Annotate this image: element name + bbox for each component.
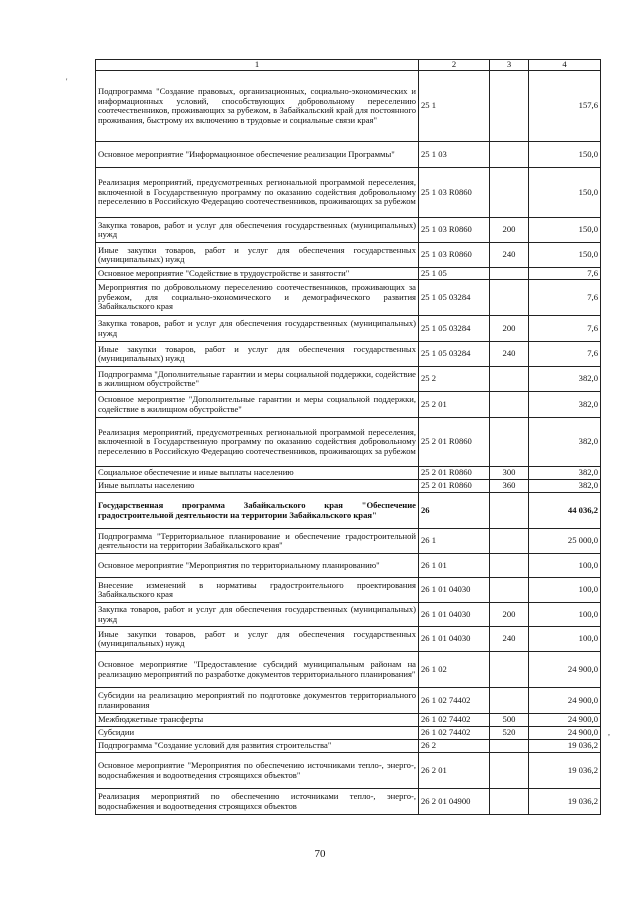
row-name-cell: Субсидии на реализацию мероприятий по подготовке документов территориального планирования	[96, 687, 419, 713]
row-name-cell: Реализация мероприятий по обеспечению источниками тепло-, энерго-, водоснабжения и водоотведения строящихся объектов	[96, 788, 419, 814]
column-header: 1	[96, 60, 419, 71]
row-amount-cell: 100,0	[529, 602, 601, 626]
row-amount-cell: 7,6	[529, 267, 601, 279]
row-code-cell: 25 1 05 03284	[419, 279, 490, 315]
row-type-cell	[490, 141, 529, 167]
table-row	[96, 167, 601, 217]
table-row	[96, 752, 601, 788]
row-type-cell	[490, 577, 529, 602]
row-amount-cell: 24 900,0	[529, 687, 601, 713]
row-code-cell: 25 2	[419, 366, 490, 391]
row-amount-cell: 19 036,2	[529, 739, 601, 752]
row-code-cell: 26 1 02 74402	[419, 713, 490, 726]
row-type-cell	[490, 528, 529, 553]
row-code-cell: 26 1	[419, 528, 490, 553]
row-type-cell: 500	[490, 713, 529, 726]
row-code-cell: 26 1 01 04030	[419, 577, 490, 602]
row-name-cell: Основное мероприятие "Предоставление субсидий муниципальным районам на реализацию мероприятий по разработке документов территориального планирования"	[96, 651, 419, 687]
row-type-cell	[490, 70, 529, 141]
row-code-cell: 25 1	[419, 70, 490, 141]
table-row	[96, 651, 601, 687]
table-row	[96, 739, 601, 752]
row-amount-cell: 100,0	[529, 626, 601, 651]
table-row	[96, 492, 601, 528]
row-name-cell: Подпрограмма "Дополнительные гарантии и меры социальной поддержки, содействие в жилищном обустройстве"	[96, 366, 419, 391]
row-amount-cell: 382,0	[529, 391, 601, 417]
row-code-cell: 25 2 01 R0860	[419, 417, 490, 466]
row-type-cell	[490, 417, 529, 466]
row-name-cell: Иные закупки товаров, работ и услуг для обеспечения государственных (муниципальных) нужд	[96, 242, 419, 267]
row-type-cell	[490, 739, 529, 752]
row-type-cell	[490, 366, 529, 391]
table-row	[96, 466, 601, 479]
row-code-cell: 26 2 01	[419, 752, 490, 788]
table-row	[96, 267, 601, 279]
row-code-cell: 25 2 01 R0860	[419, 466, 490, 479]
row-type-cell	[490, 788, 529, 814]
row-amount-cell: 382,0	[529, 479, 601, 492]
row-code-cell: 26 2	[419, 739, 490, 752]
table-row	[96, 217, 601, 242]
row-code-cell: 26 1 01	[419, 553, 490, 577]
row-amount-cell: 7,6	[529, 279, 601, 315]
row-amount-cell: 7,6	[529, 315, 601, 341]
row-name-cell: Субсидии	[96, 726, 419, 739]
table-row	[96, 528, 601, 553]
row-amount-cell: 44 036,2	[529, 492, 601, 528]
row-name-cell: Основное мероприятие "Дополнительные гарантии и меры социальной поддержки, содействие в жилищном обустройстве"	[96, 391, 419, 417]
row-code-cell: 25 1 05 03284	[419, 341, 490, 366]
row-code-cell: 25 1 05 03284	[419, 315, 490, 341]
row-name-cell: Закупка товаров, работ и услуг для обеспечения государственных (муниципальных) нужд	[96, 217, 419, 242]
row-name-cell: Основное мероприятие "Мероприятия по обеспечению источниками тепло-, энерго-, водоснабжения и водоотведения строящихся объектов"	[96, 752, 419, 788]
row-amount-cell: 100,0	[529, 577, 601, 602]
row-type-cell: 520	[490, 726, 529, 739]
row-name-cell: Социальное обеспечение и иные выплаты населению	[96, 466, 419, 479]
table-body	[96, 70, 601, 814]
row-amount-cell: 382,0	[529, 417, 601, 466]
row-name-cell: Государственная программа Забайкальского края "Обеспечение градостроительной деятельности на территории Забайкальского края"	[96, 492, 419, 528]
row-amount-cell: 150,0	[529, 242, 601, 267]
column-header: 2	[419, 60, 490, 71]
row-amount-cell: 157,6	[529, 70, 601, 141]
row-name-cell: Реализация мероприятий, предусмотренных региональной программой переселения, включенной в Государственную программу по оказанию содействия добровольному переселению в Российскую Федерацию соотечественников, проживающих за рубежом	[96, 167, 419, 217]
table-row	[96, 788, 601, 814]
row-type-cell: 200	[490, 315, 529, 341]
table-row	[96, 602, 601, 626]
table-row	[96, 366, 601, 391]
row-name-cell: Межбюджетные трансферты	[96, 713, 419, 726]
row-amount-cell: 19 036,2	[529, 788, 601, 814]
row-name-cell: Иные закупки товаров, работ и услуг для обеспечения государственных (муниципальных) нужд	[96, 341, 419, 366]
row-type-cell: 240	[490, 626, 529, 651]
row-name-cell: Основное мероприятие "Мероприятия по территориальному планированию"	[96, 553, 419, 577]
table-row	[96, 726, 601, 739]
table-row	[96, 341, 601, 366]
column-header: 3	[490, 60, 529, 71]
row-name-cell: Основное мероприятие "Информационное обеспечение реализации Программы"	[96, 141, 419, 167]
row-amount-cell: 150,0	[529, 141, 601, 167]
row-name-cell: Подпрограмма "Территориальное планирование и обеспечение градостроительной деятельности на территории Забайкальского края"	[96, 528, 419, 553]
row-amount-cell: 19 036,2	[529, 752, 601, 788]
row-type-cell: 200	[490, 217, 529, 242]
row-code-cell: 26 1 01 04030	[419, 626, 490, 651]
row-code-cell: 26 1 02 74402	[419, 687, 490, 713]
row-code-cell: 26 1 02	[419, 651, 490, 687]
table-row	[96, 626, 601, 651]
row-code-cell: 26 2 01 04900	[419, 788, 490, 814]
row-amount-cell: 24 900,0	[529, 651, 601, 687]
row-amount-cell: 150,0	[529, 167, 601, 217]
row-amount-cell: 7,6	[529, 341, 601, 366]
row-code-cell: 25 1 03 R0860	[419, 167, 490, 217]
table-row	[96, 141, 601, 167]
margin-mark-right: ,	[608, 728, 610, 737]
row-type-cell: 360	[490, 479, 529, 492]
row-type-cell	[490, 391, 529, 417]
row-type-cell: 200	[490, 602, 529, 626]
row-type-cell	[490, 651, 529, 687]
row-name-cell: Иные закупки товаров, работ и услуг для обеспечения государственных (муниципальных) нужд	[96, 626, 419, 651]
row-type-cell	[490, 687, 529, 713]
page-number: 70	[314, 848, 326, 860]
row-name-cell: Подпрограмма "Создание правовых, организационных, социально-экономических и информационных условий, способствующих добровольному переселению соотечественников, проживающих за рубежом, в Забайкальский край для постоянного проживания, быстрому их включению в трудовые и социальные связи края"	[96, 70, 419, 141]
row-amount-cell: 382,0	[529, 466, 601, 479]
row-type-cell	[490, 752, 529, 788]
row-type-cell: 240	[490, 341, 529, 366]
table-row	[96, 279, 601, 315]
row-name-cell: Подпрограмма "Создание условий для развития строительства"	[96, 739, 419, 752]
row-amount-cell: 24 900,0	[529, 726, 601, 739]
row-code-cell: 26	[419, 492, 490, 528]
table-row	[96, 577, 601, 602]
row-name-cell: Основное мероприятие "Содействие в трудоустройстве и занятости"	[96, 267, 419, 279]
table-row	[96, 391, 601, 417]
row-name-cell: Закупка товаров, работ и услуг для обеспечения государственных (муниципальных) нужд	[96, 602, 419, 626]
row-name-cell: Внесение изменений в нормативы градостроительного проектирования Забайкальского края	[96, 577, 419, 602]
table-row	[96, 315, 601, 341]
table-row	[96, 417, 601, 466]
table-row	[96, 479, 601, 492]
row-code-cell: 25 2 01 R0860	[419, 479, 490, 492]
row-code-cell: 25 1 03 R0860	[419, 242, 490, 267]
row-code-cell: 26 1 02 74402	[419, 726, 490, 739]
table-row	[96, 687, 601, 713]
row-type-cell: 300	[490, 466, 529, 479]
table-row	[96, 553, 601, 577]
column-header: 4	[529, 60, 601, 71]
row-type-cell	[490, 553, 529, 577]
row-amount-cell: 382,0	[529, 366, 601, 391]
row-code-cell: 25 1 05	[419, 267, 490, 279]
row-code-cell: 25 1 03	[419, 141, 490, 167]
row-amount-cell: 24 900,0	[529, 713, 601, 726]
row-amount-cell: 100,0	[529, 553, 601, 577]
margin-mark-left: '	[66, 77, 68, 86]
row-type-cell	[490, 279, 529, 315]
row-amount-cell: 25 000,0	[529, 528, 601, 553]
row-type-cell	[490, 492, 529, 528]
budget-table	[95, 59, 601, 815]
row-name-cell: Иные выплаты населению	[96, 479, 419, 492]
row-name-cell: Закупка товаров, работ и услуг для обеспечения государственных (муниципальных) нужд	[96, 315, 419, 341]
row-name-cell: Реализация мероприятий, предусмотренных региональной программой переселения, включенной в Государственную программу по оказанию содействия добровольному переселению в Российскую Федерацию соотечественников, проживающих за рубежом	[96, 417, 419, 466]
table-header-row	[96, 60, 601, 71]
row-amount-cell: 150,0	[529, 217, 601, 242]
table-row	[96, 242, 601, 267]
row-name-cell: Мероприятия по добровольному переселению соотечественников, проживающих за рубежом, для социально-экономического и демографического развития Забайкальского края	[96, 279, 419, 315]
row-code-cell: 26 1 01 04030	[419, 602, 490, 626]
row-code-cell: 25 1 03 R0860	[419, 217, 490, 242]
table-row	[96, 713, 601, 726]
row-code-cell: 25 2 01	[419, 391, 490, 417]
row-type-cell: 240	[490, 242, 529, 267]
row-type-cell	[490, 267, 529, 279]
row-type-cell	[490, 167, 529, 217]
table-row	[96, 70, 601, 141]
